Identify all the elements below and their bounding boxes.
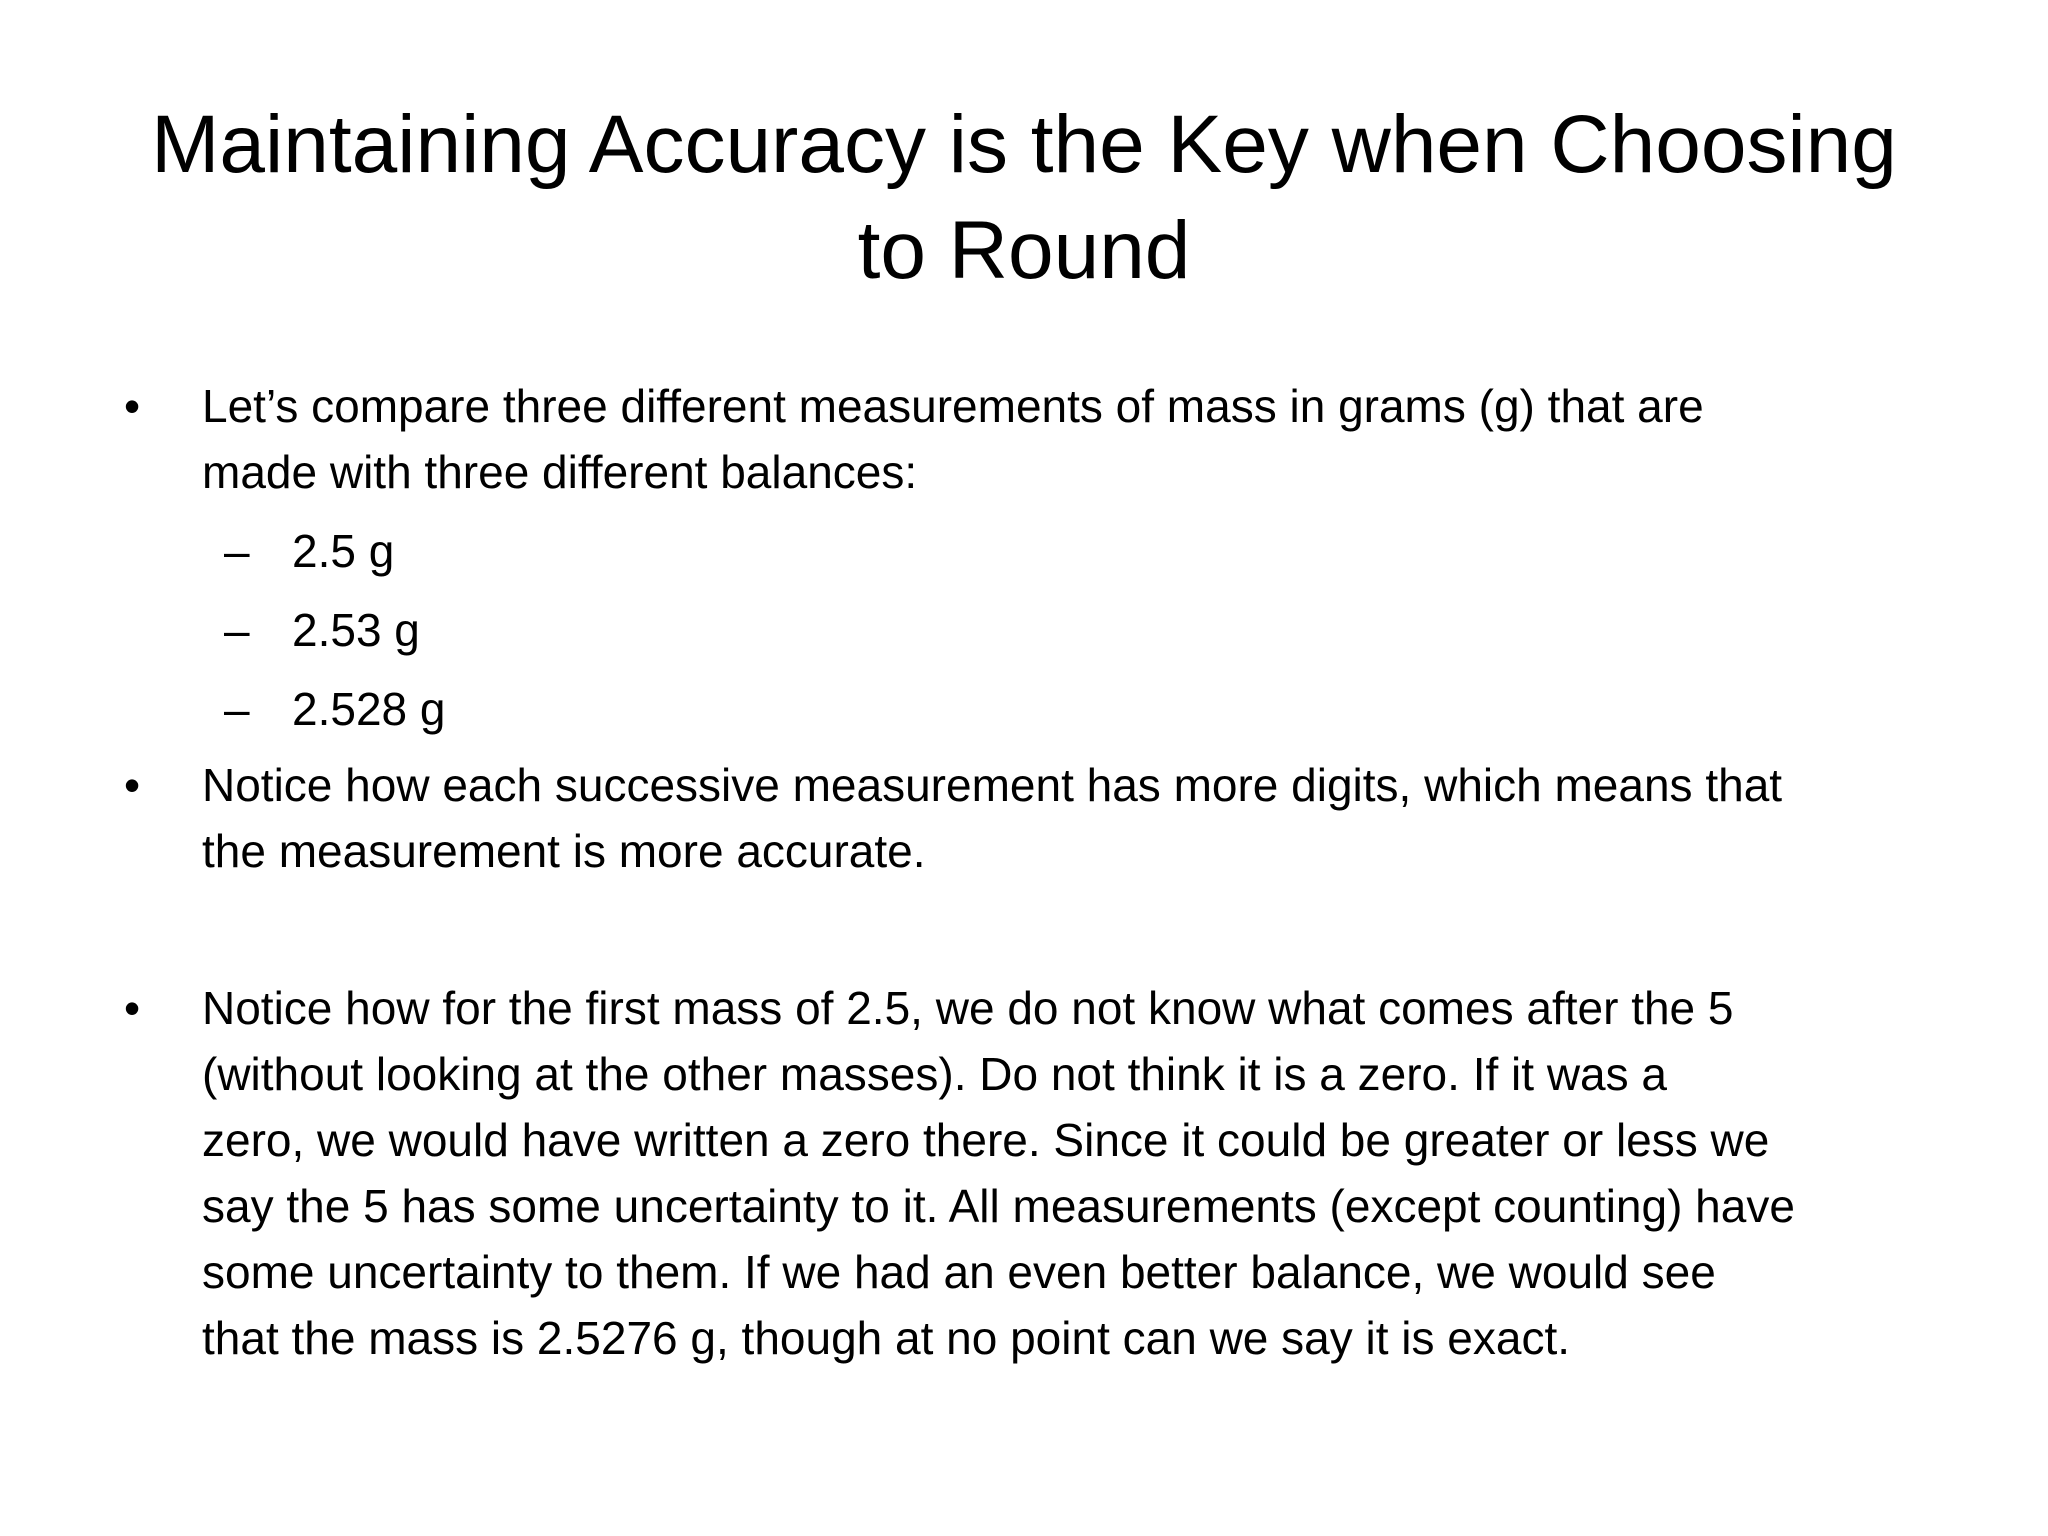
measurement-value: 2.5 g — [292, 525, 395, 577]
bullet-line: (without looking at the other masses). Do not think it is a zero. If it was a — [202, 1048, 1667, 1100]
bullet-line: say the 5 has some uncertainty to it. All measurements (except counting) have — [202, 1180, 1795, 1232]
sub-bullet-marker: – — [224, 683, 250, 735]
slide-title-line-2: to Round — [857, 205, 1191, 296]
bullet-marker: • — [124, 982, 141, 1034]
bullet-line: zero, we would have written a zero there. Since it could be greater or less we — [202, 1114, 1770, 1166]
bullet-marker: • — [124, 380, 141, 432]
bullet-line: the measurement is more accurate. — [202, 825, 926, 877]
bullet-text — [202, 752, 1942, 884]
bullet-text — [202, 975, 1942, 1371]
slide-title-line-1: Maintaining Accuracy is the Key when Choosing — [151, 99, 1897, 190]
measurement-value: 2.528 g — [292, 683, 446, 735]
bullet-line: Let’s compare three different measurements of mass in grams (g) that are — [202, 380, 1704, 432]
slide-title — [100, 92, 1948, 304]
bullet-line: Notice how for the first mass of 2.5, we do not know what comes after the 5 — [202, 982, 1734, 1034]
bullet-line: Notice how each successive measurement has more digits, which means that — [202, 759, 1783, 811]
bullet-marker: • — [124, 759, 141, 811]
sub-bullet-marker: – — [224, 525, 250, 577]
bullet-text — [202, 373, 1942, 505]
sub-bullet-marker: – — [224, 604, 250, 656]
bullet-line: some uncertainty to them. If we had an even better balance, we would see — [202, 1246, 1716, 1298]
measurement-value: 2.53 g — [292, 604, 420, 656]
bullet-line: that the mass is 2.5276 g, though at no point can we say it is exact. — [202, 1312, 1571, 1364]
bullet-line: made with three different balances: — [202, 446, 918, 498]
